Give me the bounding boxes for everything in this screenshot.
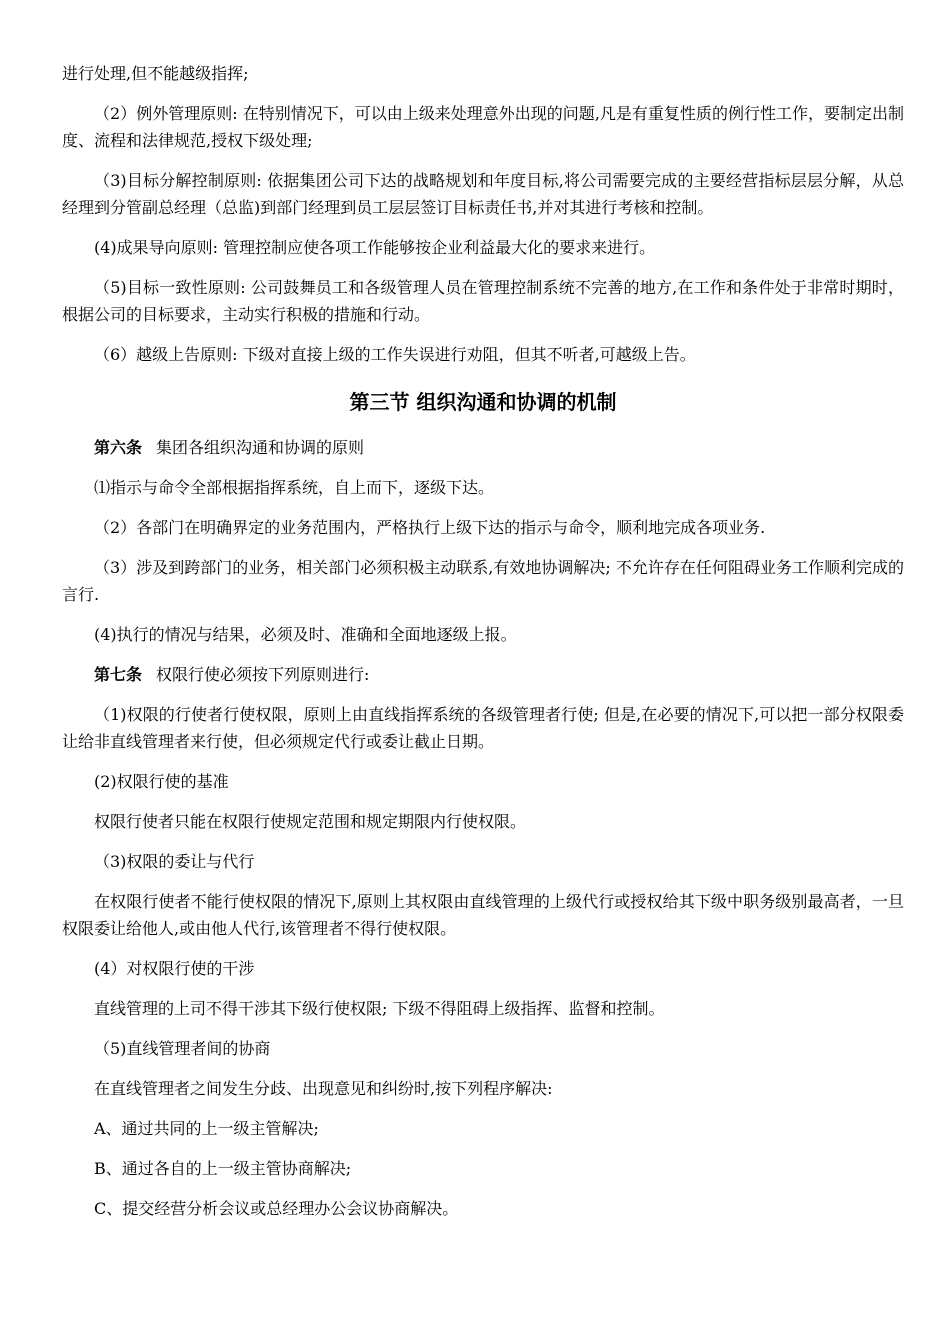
paragraph: 在权限行使者不能行使权限的情况下,原则上其权限由直线管理的上级代行或授权给其下级中职务级别最高者，一旦权限委让给他人,或由他人代行,该管理者不得行使权限。 <box>62 892 904 938</box>
paragraph: (2)权限行使的基准 <box>94 772 229 791</box>
paragraph: （3)目标分解控制原则: 依据集团公司下达的战略规划和年度目标,将公司需要完成的主要经营指标层层分解，从总经理到分管副总经理（总监)到部门经理到员工层层签订目标责任书,并对其进行考核和控制。 <box>62 171 904 217</box>
paragraph: ⑴指示与命令全部根据指挥系统，自上而下，逐级下达。 <box>94 478 495 497</box>
paragraph: 权限行使者只能在权限行使规定范围和规定期限内行使权限。 <box>94 812 527 831</box>
article-heading <box>62 661 904 688</box>
list-item: B、通过各自的上一级主管协商解决; <box>94 1159 352 1178</box>
paragraph: （2）各部门在明确界定的业务范围内，严格执行上级下达的指示与命令，顺利地完成各项业务. <box>94 518 766 537</box>
paragraph: （2）例外管理原则: 在特别情况下，可以由上级来处理意外出现的问题,凡是有重复性质的例行性工作，要制定出制度、流程和法律规范,授权下级处理; <box>62 104 904 150</box>
paragraph: (4)成果导向原则: 管理控制应使各项工作能够按企业利益最大化的要求来进行。 <box>94 238 656 257</box>
paragraph: （1)权限的行使者行使权限，原则上由直线指挥系统的各级管理者行使; 但是,在必要的情况下,可以把一部分权限委让给非直线管理者来行使，但必须规定代行或委让截止日期。 <box>62 705 904 751</box>
paragraph: （5)直线管理者间的协商 <box>94 1039 271 1058</box>
section-title: 第三节 组织沟通和协调的机制 <box>349 390 617 414</box>
list-item: C、提交经营分析会议或总经理办公会议协商解决。 <box>94 1199 459 1218</box>
list-item: A、通过共同的上一级主管解决; <box>94 1119 319 1138</box>
paragraph: （3)权限的委让与代行 <box>94 852 255 871</box>
article-heading <box>62 434 904 461</box>
article-label: 第六条 <box>94 438 143 457</box>
document-body <box>62 60 904 1235</box>
article-text: 集团各组织沟通和协调的原则 <box>156 438 365 457</box>
paragraph: (4)执行的情况与结果，必须及时、准确和全面地逐级上报。 <box>94 625 517 644</box>
paragraph: （6）越级上告原则: 下级对直接上级的工作失误进行劝阻，但其不听者,可越级上告。 <box>94 345 696 364</box>
paragraph: 直线管理的上司不得干涉其下级行使权限; 下级不得阻碍上级指挥、监督和控制。 <box>94 999 665 1018</box>
paragraph: (4）对权限行使的干涉 <box>94 959 255 978</box>
paragraph: （5)目标一致性原则: 公司鼓舞员工和各级管理人员在管理控制系统不完善的地方,在工作和条件处于非常时期时，根据公司的目标要求，主动实行积极的措施和行动。 <box>62 278 904 324</box>
paragraph: 在直线管理者之间发生分歧、出现意见和纠纷时,按下列程序解决: <box>94 1079 553 1098</box>
article-label: 第七条 <box>94 665 143 684</box>
paragraph: 进行处理,但不能越级指挥; <box>62 64 249 83</box>
article-text: 权限行使必须按下列原则进行: <box>156 665 370 684</box>
paragraph: （3）涉及到跨部门的业务，相关部门必须积极主动联系,有效地协调解决; 不允许存在任何阻碍业务工作顺利完成的言行. <box>62 558 904 604</box>
